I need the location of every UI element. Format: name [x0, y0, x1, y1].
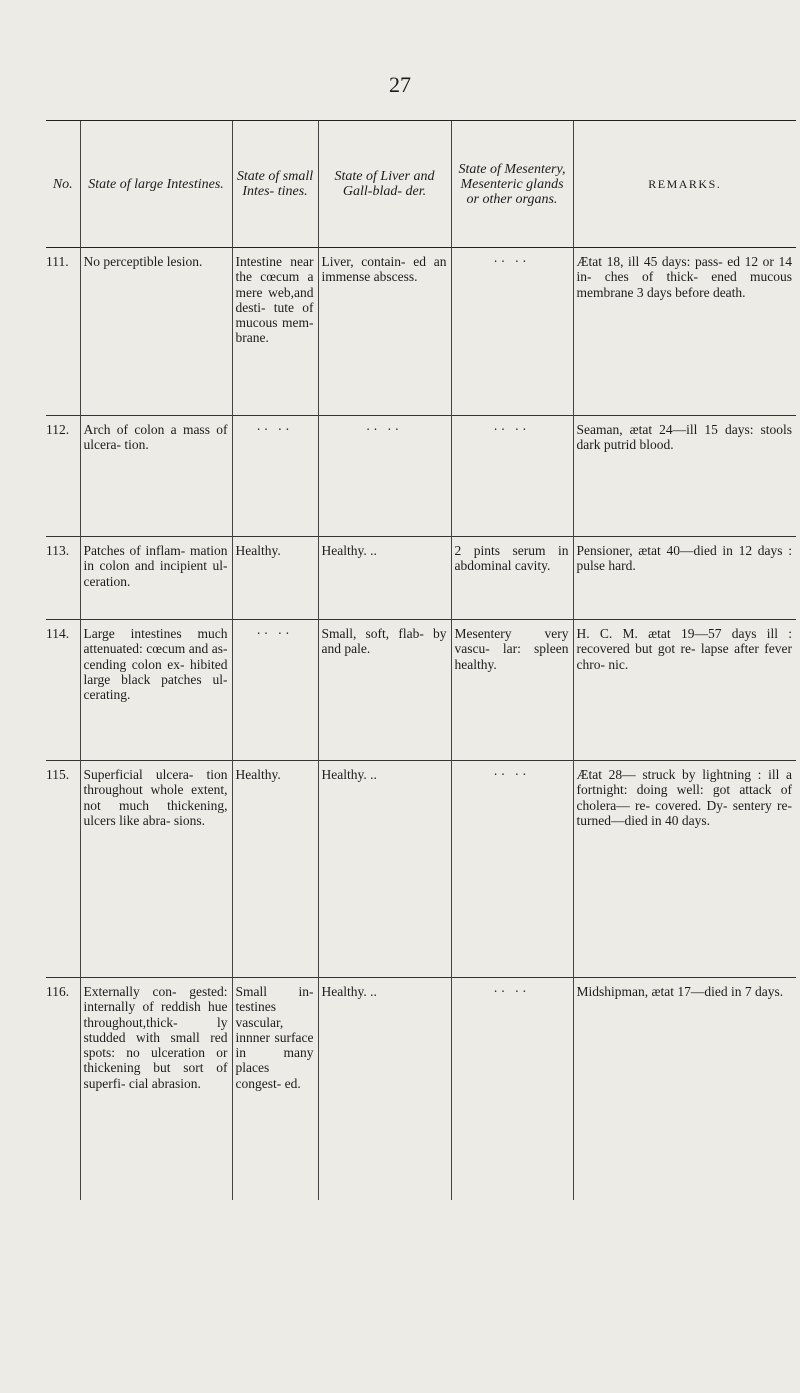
- case-number: 111.: [46, 254, 69, 269]
- remarks-cell: Ætat 28— struck by lightning : ill a fortnight: doing well: got attack of cholera— re- covered. Dy- sentery re- turned—died in 40 days.: [573, 761, 796, 978]
- mesentery-cell: 2 pints serum in abdominal cavity.: [451, 537, 573, 620]
- large-intestines-cell: Externally con- gested: internally of reddish hue throughout,thick- ly studded with small red spots: no ulceration or thickening but sort of superfi- cial abrasion.: [80, 978, 232, 1200]
- remarks-cell: Pensioner, ætat 40—died in 12 days : pulse hard.: [573, 537, 796, 620]
- table-row: [46, 416, 796, 537]
- small-intestines-cell: Small in- testines vascular, innner surface in many places congest- ed.: [232, 978, 318, 1200]
- large-intestines-cell: Large intestines much attenuated: cœcum and as- cending colon ex- hibited large black patches ul- cerating.: [80, 620, 232, 761]
- header-remarks: REMARKS.: [573, 121, 796, 248]
- case-number: 115.: [46, 767, 70, 782]
- header-large-intestines: State of large Intestines.: [80, 121, 232, 248]
- liver-cell: Small, soft, flab- by and pale.: [318, 620, 451, 761]
- mesentery-cell: ·· ··: [451, 416, 573, 537]
- table-row: [46, 620, 796, 761]
- large-intestines-cell: No perceptible lesion.: [80, 248, 232, 416]
- small-intestines-cell: ·· ··: [232, 416, 318, 537]
- remarks-cell: Ætat 18, ill 45 days: pass- ed 12 or 14 in- ches of thick- ened mucous membrane 3 days before death.: [573, 248, 796, 416]
- header-small-intestines: State of small Intes- tines.: [232, 121, 318, 248]
- header-no: No.: [46, 121, 80, 248]
- autopsy-table: [46, 120, 796, 1200]
- remarks-cell: H. C. M. ætat 19—57 days ill : recovered but got re- lapse after fever chro- nic.: [573, 620, 796, 761]
- mesentery-cell: ·· ··: [451, 248, 573, 416]
- header-liver: State of Liver and Gall-blad- der.: [318, 121, 451, 248]
- liver-cell: Healthy. ..: [318, 978, 451, 1200]
- table-row: [46, 537, 796, 620]
- case-number: 114.: [46, 626, 70, 641]
- header-row: [46, 121, 796, 248]
- liver-cell: ·· ··: [318, 416, 451, 537]
- large-intestines-cell: Superficial ulcera- tion throughout whole extent, not much thickening, ulcers like abra- sions.: [80, 761, 232, 978]
- liver-cell: Healthy. ..: [318, 761, 451, 978]
- header-mesentery: State of Mesentery, Mesenteric glands or other organs.: [451, 121, 573, 248]
- case-number: 112.: [46, 422, 70, 437]
- table-row: [46, 248, 796, 416]
- liver-cell: Healthy. ..: [318, 537, 451, 620]
- remarks-cell: Midshipman, ætat 17—died in 7 days.: [573, 978, 796, 1200]
- mesentery-cell: ·· ··: [451, 978, 573, 1200]
- small-intestines-cell: Intestine near the cœcum a mere web,and desti- tute of mucous mem- brane.: [232, 248, 318, 416]
- mesentery-cell: ·· ··: [451, 761, 573, 978]
- small-intestines-cell: Healthy.: [232, 761, 318, 978]
- large-intestines-cell: Arch of colon a mass of ulcera- tion.: [80, 416, 232, 537]
- small-intestines-cell: ·· ··: [232, 620, 318, 761]
- remarks-cell: Seaman, ætat 24—ill 15 days: stools dark putrid blood.: [573, 416, 796, 537]
- case-number: 116.: [46, 984, 70, 999]
- table-row: [46, 978, 796, 1200]
- liver-cell: Liver, contain- ed an immense abscess.: [318, 248, 451, 416]
- case-number: 113.: [46, 543, 70, 558]
- large-intestines-cell: Patches of inflam- mation in colon and incipient ul- ceration.: [80, 537, 232, 620]
- table-row: [46, 761, 796, 978]
- page-number: 27: [389, 72, 411, 97]
- mesentery-cell: Mesentery very vascu- lar: spleen healthy.: [451, 620, 573, 761]
- small-intestines-cell: Healthy.: [232, 537, 318, 620]
